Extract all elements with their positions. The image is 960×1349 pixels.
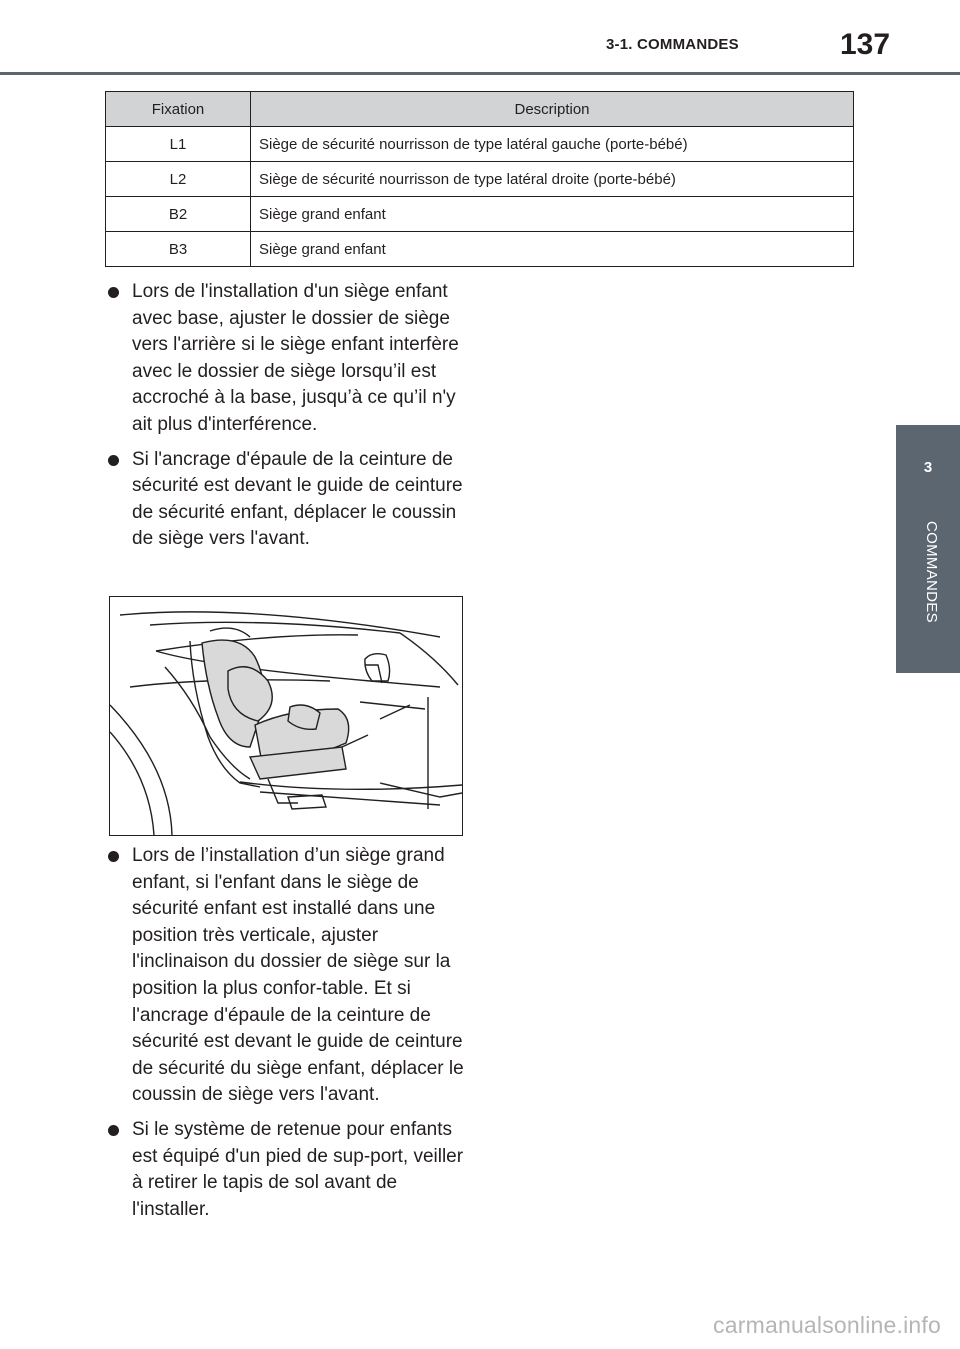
table-row: [106, 162, 854, 197]
watermark-link[interactable]: carmanualsonline.info: [713, 1312, 941, 1338]
column-header-description: Description: [251, 92, 854, 127]
bullet-icon: [108, 851, 119, 862]
fixation-code: L2: [106, 162, 251, 197]
chapter-number: 3: [923, 459, 933, 476]
fixation-description: Siège de sécurité nourrisson de type latéral gauche (porte-bébé): [251, 127, 854, 162]
table-row: [106, 232, 854, 267]
fixation-code: L1: [106, 127, 251, 162]
bullet-icon: [108, 455, 119, 466]
bullet-text: Si le système de retenue pour enfants est équipé d'un pied de sup-port, veiller à retirer le tapis de sol avant de l'installer.: [132, 1118, 464, 1220]
fixation-description: Siège grand enfant: [251, 232, 854, 267]
bullet-list-bottom: [104, 843, 464, 1231]
chapter-title: COMMANDES: [923, 521, 940, 623]
section-title: 3-1. COMMANDES: [606, 36, 739, 53]
table-header-row: [106, 92, 854, 127]
fixation-table: [105, 91, 854, 267]
list-item: [104, 843, 464, 1109]
bullet-text: Si l'ancrage d'épaule de la ceinture de sécurité est devant le guide de ceinture de sécurité enfant, déplacer le coussin de siège vers l'avant.: [132, 448, 463, 550]
bullet-icon: [108, 1125, 119, 1136]
list-item: [104, 1117, 464, 1223]
child-seat-illustration: [110, 597, 462, 835]
bullet-text: Lors de l'installation d'un siège enfant avec base, ajuster le dossier de siège vers l'arrière si le siège enfant interfère avec le dossier de siège lorsqu’il est accroché à la base, jusqu’à ce qu’il n'y ait plus d'interférence.: [132, 281, 459, 435]
list-item: [104, 447, 464, 553]
page-number: 137: [839, 28, 891, 61]
fixation-code: B2: [106, 197, 251, 232]
chapter-rail: [896, 505, 960, 673]
bullet-list-top: [104, 279, 464, 561]
table-row: [106, 197, 854, 232]
bullet-text: Lors de l’installation d’un siège grand enfant, si l'enfant dans le siège de sécurité enfant est installé dans une position très verticale, ajuster l'inclinaison du dossier de siège sur la position la plus confor-table. Et si l'ancrage d'épaule de la ceinture de sécurité est devant le guide de ceinture de sécurité du siège enfant, déplacer le coussin de siège vers l'avant.: [132, 845, 464, 1106]
bullet-icon: [108, 287, 119, 298]
fixation-code: B3: [106, 232, 251, 267]
fixation-description: Siège de sécurité nourrisson de type latéral droite (porte-bébé): [251, 162, 854, 197]
column-header-fixation: Fixation: [106, 92, 251, 127]
table-row: [106, 127, 854, 162]
list-item: [104, 279, 464, 439]
fixation-description: Siège grand enfant: [251, 197, 854, 232]
chapter-tab[interactable]: [896, 425, 960, 505]
header-divider: [0, 72, 960, 75]
child-seat-figure: [109, 596, 463, 836]
